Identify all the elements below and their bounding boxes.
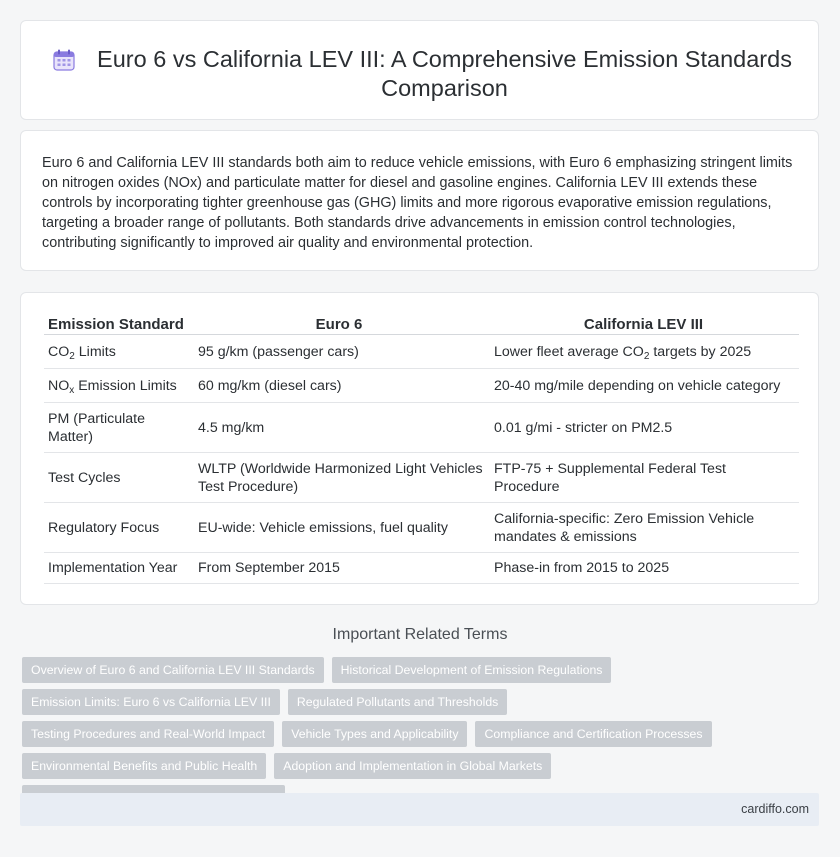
- intro-card: [20, 130, 819, 271]
- related-term-tag[interactable]: Overview of Euro 6 and California LEV III Standards: [22, 657, 324, 683]
- related-term-tag[interactable]: Adoption and Implementation in Global Markets: [274, 753, 551, 779]
- table-row: [44, 453, 799, 503]
- euro6-value: 60 mg/km (diesel cars): [190, 369, 488, 403]
- table-row: [44, 403, 799, 453]
- header-lev3: California LEV III: [488, 314, 799, 335]
- footer-site-link[interactable]: cardiffo.com: [741, 802, 809, 816]
- euro6-value: 4.5 mg/km: [190, 403, 488, 453]
- comparison-table: [44, 314, 799, 584]
- lev3-value: FTP-75 + Supplemental Federal Test Procedure: [488, 453, 799, 503]
- related-term-tag[interactable]: Emission Limits: Euro 6 vs California LEV III: [22, 689, 280, 715]
- header-emission-standard: Emission Standard: [44, 314, 190, 335]
- related-terms-list: [22, 657, 742, 811]
- related-term-tag[interactable]: Compliance and Certification Processes: [475, 721, 711, 747]
- lev3-value: Phase-in from 2015 to 2025: [488, 553, 799, 584]
- page-title: Euro 6 vs California LEV III: A Comprehensive Emission Standards Comparison: [97, 46, 792, 101]
- row-label-test-cycles: Test Cycles: [44, 453, 190, 503]
- table-row: [44, 553, 799, 584]
- related-term-tag[interactable]: Historical Development of Emission Regulations: [332, 657, 612, 683]
- related-term-tag[interactable]: Testing Procedures and Real-World Impact: [22, 721, 274, 747]
- row-label-pm: PM (Particulate Matter): [44, 403, 190, 453]
- related-term-tag[interactable]: Regulated Pollutants and Thresholds: [288, 689, 507, 715]
- intro-paragraph: Euro 6 and California LEV III standards both aim to reduce vehicle emissions, with Euro 6 emphasizing stringent limits on nitrogen oxides (NOx) and particulate matter for diesel and gasoline engines. California LEV III extends these controls by incorporating tighter greenhouse gas (GHG) limits and more rigorous evaporative emission regulations, targeting a broader range of pollutants. Both standards drive advancements in emission control technologies, contributing significantly to improved air quality and environmental protection.: [42, 155, 793, 251]
- title-card: [20, 20, 819, 120]
- euro6-value: 95 g/km (passenger cars): [190, 335, 488, 369]
- related-terms-heading: Important Related Terms: [332, 626, 508, 643]
- lev3-value: Lower fleet average $CO_2$ targets by 2025: [488, 335, 799, 369]
- table-row: [44, 503, 799, 553]
- row-label-co2: $CO_2$ Limits: [44, 335, 190, 369]
- related-term-tag[interactable]: Environmental Benefits and Public Health: [22, 753, 266, 779]
- header-euro6: Euro 6: [190, 314, 488, 335]
- lev3-value: 0.01 g/mi - stricter on PM2.5: [488, 403, 799, 453]
- euro6-value: From September 2015: [190, 553, 488, 584]
- row-label-implementation-year: Implementation Year: [44, 553, 190, 584]
- row-label-nox: $NO_x$ Emission Limits: [44, 369, 190, 403]
- euro6-value: EU-wide: Vehicle emissions, fuel quality: [190, 503, 488, 553]
- calendar-icon: [52, 48, 76, 72]
- table-header-row: [44, 314, 799, 335]
- table-row: [44, 369, 799, 403]
- lev3-value: California-specific: Zero Emission Vehicle mandates & emissions: [488, 503, 799, 553]
- euro6-value: WLTP (Worldwide Harmonized Light Vehicles Test Procedure): [190, 453, 488, 503]
- related-term-tag[interactable]: Vehicle Types and Applicability: [282, 721, 467, 747]
- comparison-table-card: [20, 292, 819, 605]
- footer: [20, 793, 819, 826]
- lev3-value: 20-40 mg/mile depending on vehicle category: [488, 369, 799, 403]
- table-row: [44, 335, 799, 369]
- row-label-regulatory-focus: Regulatory Focus: [44, 503, 190, 553]
